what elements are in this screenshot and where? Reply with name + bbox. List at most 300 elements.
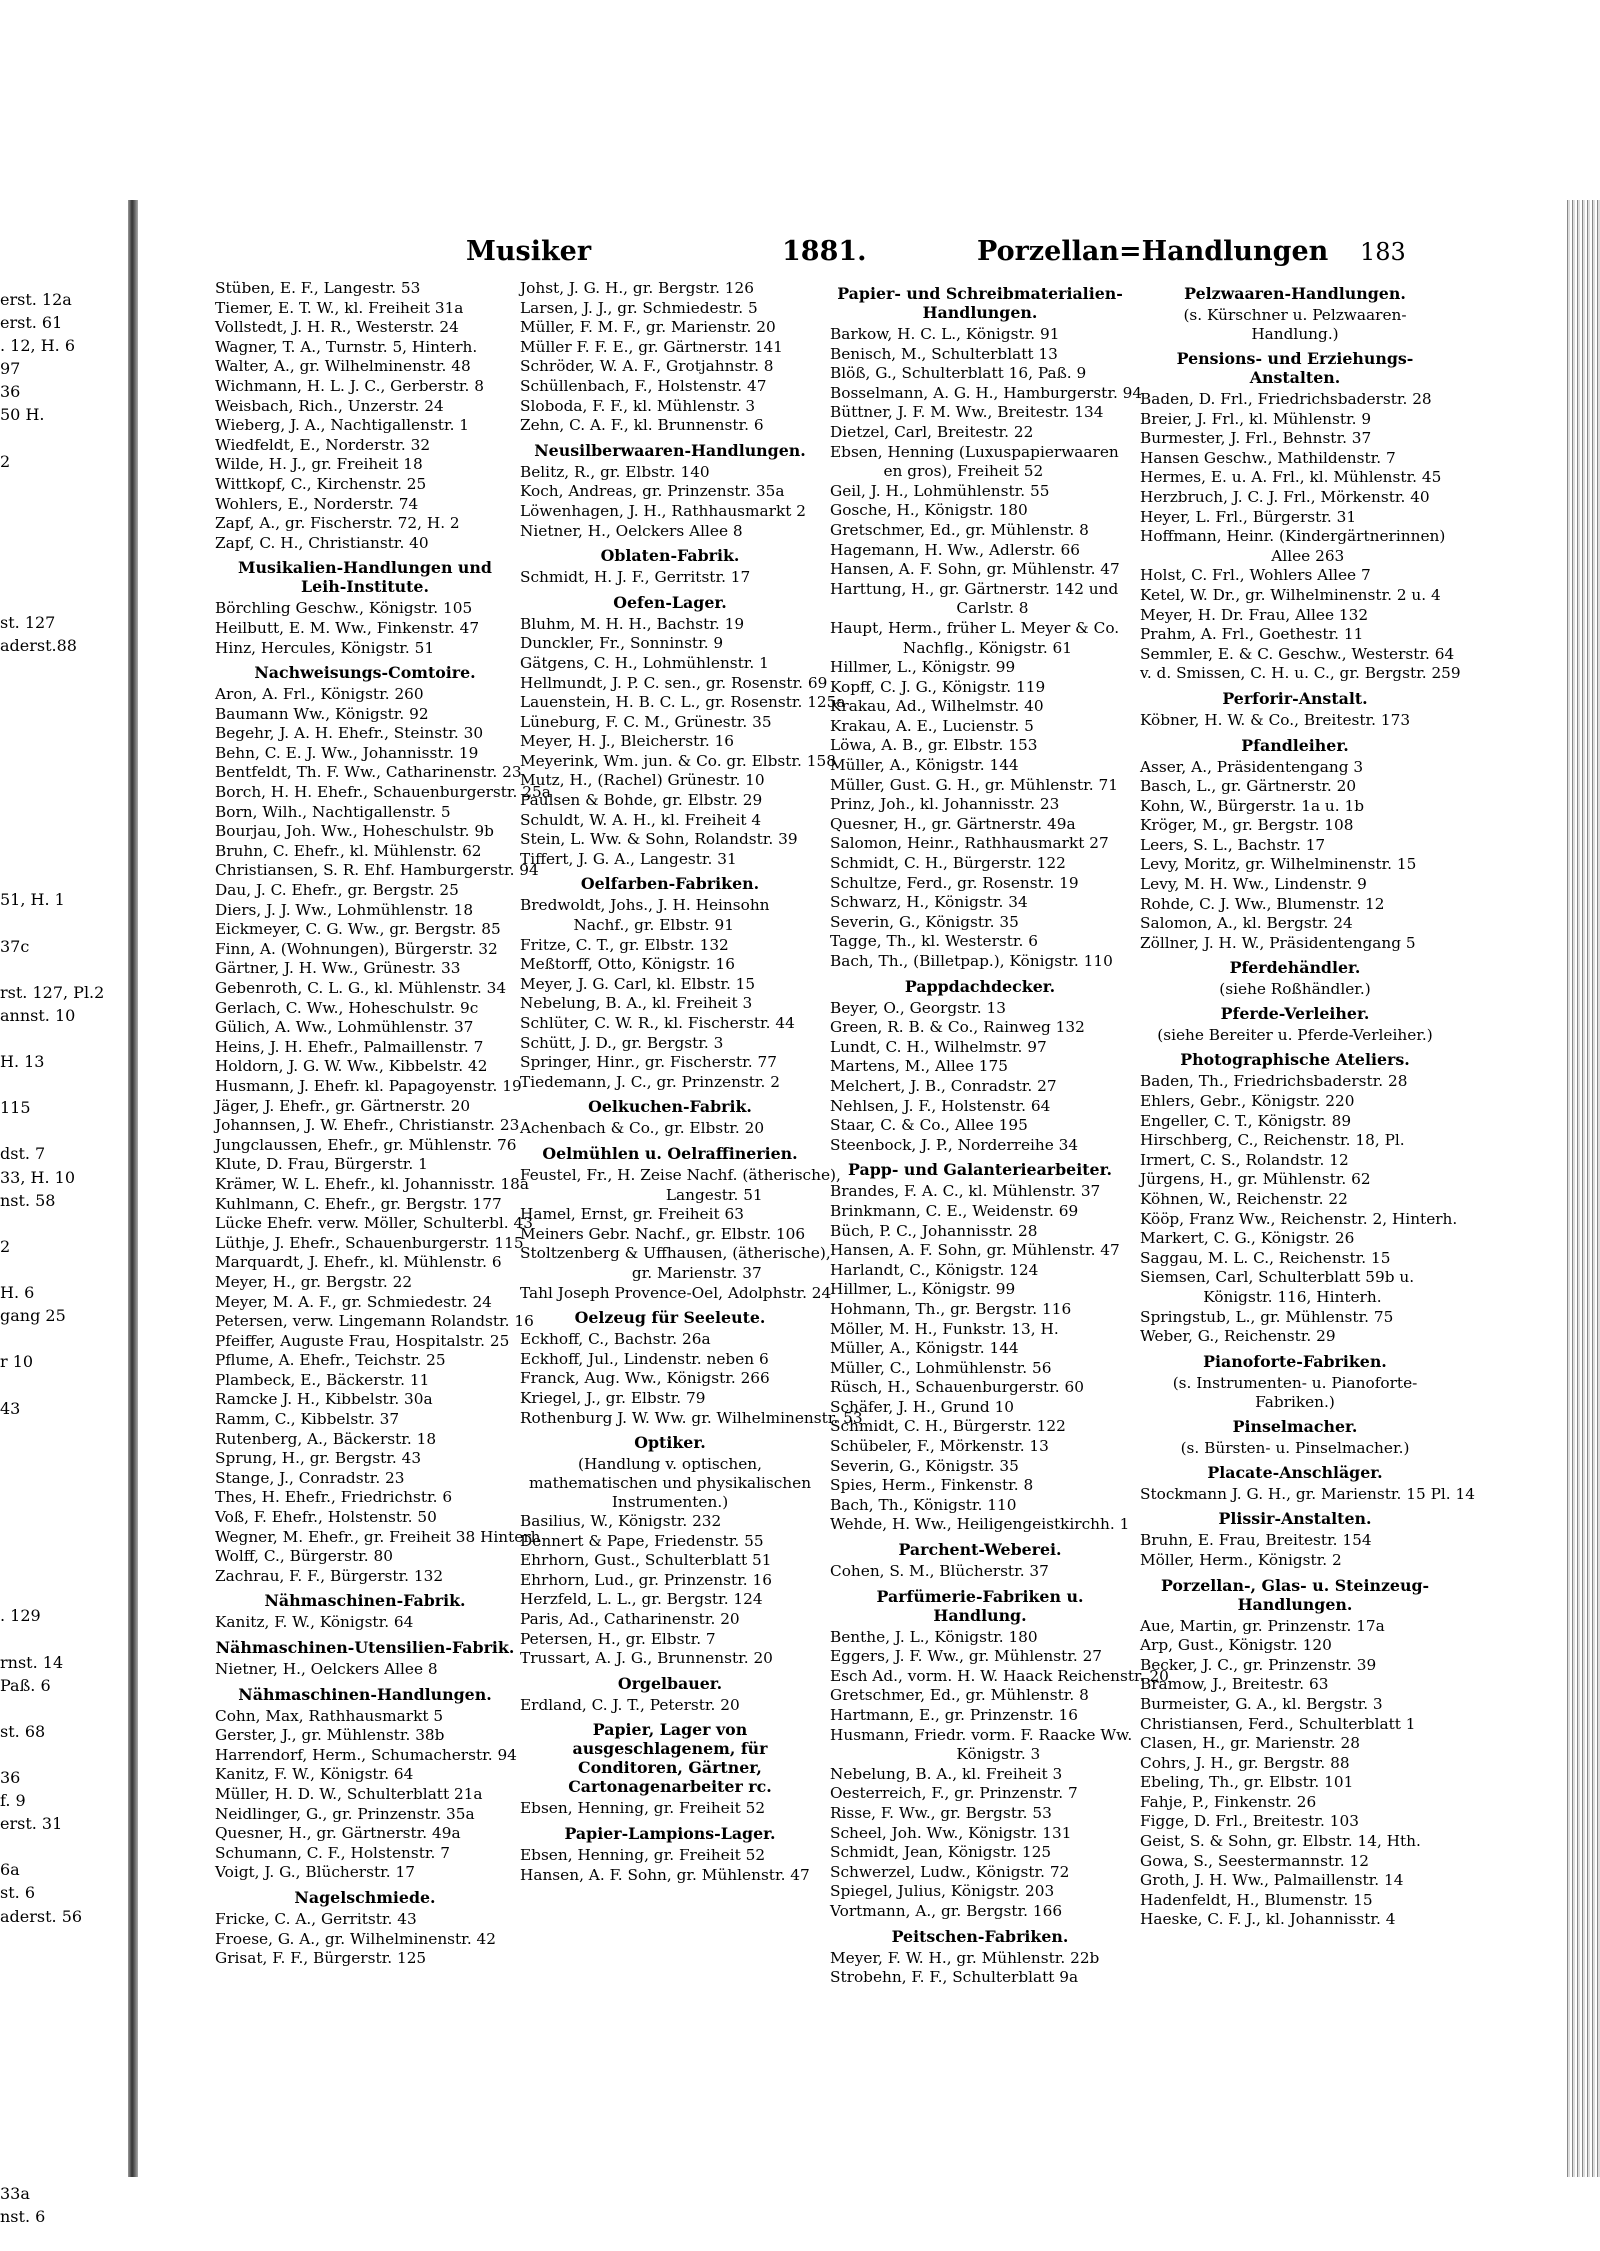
left-page-line bbox=[0, 681, 128, 704]
directory-entry: Meyer, H. J., Bleicherstr. 16 bbox=[520, 732, 735, 751]
directory-entry: Green, R. B. & Co., Rainweg 132 bbox=[830, 1018, 1085, 1037]
directory-entry: Springstub, L., gr. Mühlenstr. 75 bbox=[1140, 1307, 1394, 1326]
directory-entry: Hillmer, L., Königstr. 99 bbox=[830, 658, 1016, 677]
directory-entry: Nehlsen, J. F., Holstenstr. 64 bbox=[830, 1096, 1051, 1115]
directory-entry: Dennert & Pape, Friedenstr. 55 bbox=[520, 1531, 764, 1550]
left-page-line: st. 6 bbox=[0, 1883, 35, 1903]
left-page-line bbox=[0, 1697, 128, 1720]
directory-entry: Köbner, H. W. & Co., Breitestr. 173 bbox=[1140, 710, 1411, 729]
directory-entry: Dau, J. C. Ehefr., gr. Bergstr. 25 bbox=[215, 881, 459, 900]
directory-entry: Kanitz, F. W., Königstr. 64 bbox=[215, 1613, 414, 1632]
directory-entry: Gosche, H., Königstr. 180 bbox=[830, 501, 1028, 520]
directory-entry: Müller F. F. E., gr. Gärtnerstr. 141 bbox=[520, 337, 783, 356]
directory-entry: Meßtorff, Otto, Königstr. 16 bbox=[520, 955, 735, 974]
directory-entry: Wilde, H. J., gr. Freiheit 18 bbox=[215, 455, 423, 474]
directory-entry: Schmidt, C. H., Bürgerstr. 122 bbox=[830, 1417, 1066, 1436]
left-page-line bbox=[0, 1558, 128, 1581]
directory-entry: Diers, J. J. Ww., Lohmühlenstr. 18 bbox=[215, 900, 474, 919]
directory-entry: Geist, S. & Sohn, gr. Elbstr. 14, Hth. bbox=[1140, 1832, 1421, 1851]
section-heading: Pferde-Verleiher. bbox=[1220, 1004, 1370, 1024]
directory-entry: Müller, F. M. F., gr. Marienstr. 20 bbox=[520, 318, 776, 337]
left-page-line: st. 127 bbox=[0, 613, 56, 633]
directory-entry: Bentfeldt, Th. F. Ww., Catharinenstr. 23 bbox=[215, 763, 522, 782]
left-page-line: aderst. 56 bbox=[0, 1906, 83, 1926]
directory-entry: Langestr. 51 bbox=[520, 1185, 763, 1204]
directory-entry: Saggau, M. L. C., Reichenstr. 15 bbox=[1140, 1248, 1391, 1267]
directory-entry: Hillmer, L., Königstr. 99 bbox=[830, 1280, 1016, 1299]
left-page-line bbox=[0, 727, 128, 750]
section-heading: Optiker. bbox=[634, 1433, 706, 1453]
left-page-line bbox=[0, 1373, 128, 1396]
directory-entry: Cohen, S. M., Blücherstr. 37 bbox=[830, 1562, 1049, 1581]
directory-entry: Stockmann J. G. H., gr. Marienstr. 15 Pl. 14 bbox=[1140, 1484, 1475, 1503]
directory-entry: Burmeister, G. A., kl. Bergstr. 3 bbox=[1140, 1694, 1383, 1713]
directory-entry: Schwerzel, Ludw., Königstr. 72 bbox=[830, 1862, 1070, 1881]
directory-entry: en gros), Freiheit 52 bbox=[830, 462, 1044, 481]
section-heading: Oelmühlen u. Oelraffinerien. bbox=[542, 1143, 798, 1163]
left-page-line: nst. 6 bbox=[0, 2206, 46, 2226]
directory-entry: Wehde, H. Ww., Heiligengeistkirchh. 1 bbox=[830, 1515, 1130, 1534]
directory-entry: Cohn, Max, Rathhausmarkt 5 bbox=[215, 1706, 444, 1725]
directory-entry: Christiansen, Ferd., Schulterblatt 1 bbox=[1140, 1714, 1416, 1733]
directory-entry: Barkow, H. C. L., Königstr. 91 bbox=[830, 325, 1060, 343]
left-page-line bbox=[0, 1420, 128, 1443]
directory-entry: Schäfer, J. H., Grund 10 bbox=[830, 1397, 1015, 1416]
directory-entry: Wiedfeldt, E., Norderstr. 32 bbox=[215, 435, 431, 454]
directory-entry: Hansen, A. F. Sohn, gr. Mühlenstr. 47 bbox=[830, 560, 1120, 579]
directory-column-1 bbox=[215, 279, 551, 1969]
directory-entry: Wichmann, H. L. J. C., Gerberstr. 8 bbox=[215, 376, 485, 395]
directory-entry: Schwarz, H., Königstr. 34 bbox=[830, 893, 1028, 912]
directory-entry: Fritze, C. T., gr. Elbstr. 132 bbox=[520, 935, 729, 954]
directory-entry: Ehlers, Gebr., Königstr. 220 bbox=[1140, 1092, 1355, 1111]
directory-entry: Zachrau, F. F., Bürgerstr. 132 bbox=[215, 1566, 444, 1585]
directory-entry: Hagemann, H. Ww., Adlerstr. 66 bbox=[830, 540, 1080, 559]
directory-entry: v. d. Smissen, C. H. u. C., gr. Bergstr. 259 bbox=[1140, 664, 1461, 683]
left-page-line: aderst.88 bbox=[0, 636, 77, 656]
left-page-line bbox=[0, 1327, 128, 1350]
directory-entry: Bluhm, M. H. H., Bachstr. 19 bbox=[520, 614, 745, 633]
left-page-line bbox=[0, 1928, 128, 1951]
directory-entry: Löwenhagen, J. H., Rathhausmarkt 2 bbox=[520, 501, 806, 520]
directory-entry: Belitz, R., gr. Elbstr. 140 bbox=[520, 462, 710, 481]
directory-entry: Breier, J. Frl., kl. Mühlenstr. 9 bbox=[1140, 409, 1372, 428]
directory-entry: Müller, H. D. W., Schulterblatt 21a bbox=[215, 1784, 483, 1803]
directory-entry: Rohde, C. J. Ww., Blumenstr. 12 bbox=[1140, 894, 1385, 913]
left-page-line: rst. 127, Pl.2 bbox=[0, 982, 105, 1002]
book-gutter bbox=[128, 200, 138, 2177]
directory-entry: Benthe, J. L., Königstr. 180 bbox=[830, 1627, 1038, 1646]
directory-entry: Springer, Hinr., gr. Fischerstr. 77 bbox=[520, 1053, 777, 1072]
directory-entry: Scheel, Joh. Ww., Königstr. 131 bbox=[830, 1823, 1072, 1842]
left-page-line bbox=[0, 427, 128, 450]
left-page-line bbox=[0, 1997, 128, 2020]
directory-entry: Kopff, C. J. G., Königstr. 119 bbox=[830, 677, 1046, 696]
directory-entry: Koch, Andreas, gr. Prinzenstr. 35a bbox=[520, 482, 785, 501]
directory-entry: Holst, C. Frl., Wohlers Allee 7 bbox=[1140, 566, 1371, 585]
left-page-line: rnst. 14 bbox=[0, 1652, 64, 1672]
directory-entry: Sprung, H., gr. Bergstr. 43 bbox=[215, 1449, 422, 1468]
directory-entry: Bach, Th., (Billetpap.), Königstr. 110 bbox=[830, 952, 1113, 970]
directory-entry: Meyerink, Wm. jun. & Co. gr. Elbstr. 158 bbox=[520, 751, 836, 770]
directory-entry: Ramm, C., Kibbelstr. 37 bbox=[215, 1410, 400, 1429]
header-year: 1881. bbox=[782, 236, 867, 267]
left-page-line bbox=[0, 842, 128, 865]
directory-entry: Steenbock, J. P., Norderreihe 34 bbox=[830, 1135, 1079, 1154]
directory-entry: Nachf., gr. Elbstr. 91 bbox=[520, 916, 734, 935]
directory-entry: Erdland, C. J. T., Peterstr. 20 bbox=[520, 1695, 740, 1714]
left-page-line bbox=[0, 1073, 128, 1096]
section-note: (s. Bürsten- u. Pinselmacher.) bbox=[1180, 1438, 1410, 1457]
directory-entry: Spiegel, Julius, Königstr. 203 bbox=[830, 1882, 1055, 1901]
left-page-line bbox=[0, 2112, 128, 2135]
directory-entry: Meyer, J. G. Carl, kl. Elbstr. 15 bbox=[520, 974, 756, 993]
left-page-line bbox=[0, 1258, 128, 1281]
directory-entry: Prahm, A. Frl., Goethestr. 11 bbox=[1140, 625, 1364, 644]
directory-entry: Feustel, Fr., H. Zeise Nachf. (ätherische), bbox=[520, 1165, 841, 1184]
directory-entry: Lüthje, J. Ehefr., Schauenburgerstr. 115 bbox=[215, 1233, 524, 1252]
left-page-line bbox=[0, 796, 128, 819]
directory-entry: Hadenfeldt, H., Blumenstr. 15 bbox=[1140, 1890, 1373, 1909]
directory-entry: Schmidt, C. H., Bürgerstr. 122 bbox=[830, 854, 1066, 873]
directory-entry: Paris, Ad., Catharinenstr. 20 bbox=[520, 1610, 740, 1629]
directory-entry: Quesner, H., gr. Gärtnerstr. 49a bbox=[830, 814, 1076, 833]
directory-entry: Hamel, Ernst, gr. Freiheit 63 bbox=[520, 1205, 744, 1224]
left-page-line: erst. 61 bbox=[0, 313, 63, 333]
directory-entry: Kriegel, J., gr. Elbstr. 79 bbox=[520, 1388, 706, 1407]
directory-entry: Wohlers, E., Norderstr. 74 bbox=[215, 494, 419, 513]
directory-entry: Bredwoldt, Johs., J. H. Heinsohn bbox=[520, 896, 770, 915]
section-heading: Musikalien-Handlungen und Leih-Institute. bbox=[238, 558, 492, 597]
directory-entry: Staar, C. & Co., Allee 195 bbox=[830, 1116, 1028, 1135]
directory-entry: Müller, A., Königstr. 144 bbox=[830, 756, 1019, 775]
left-page-text-fragments bbox=[0, 288, 128, 2251]
directory-entry: Begehr, J. A. H. Ehefr., Steinstr. 30 bbox=[215, 724, 484, 743]
directory-entry: Markert, C. G., Königstr. 26 bbox=[1140, 1229, 1355, 1248]
directory-entry: Heilbutt, E. M. Ww., Finkenstr. 47 bbox=[215, 618, 480, 637]
directory-entry: Bach, Th., Königstr. 110 bbox=[830, 1495, 1017, 1514]
directory-entry: Paulsen & Bohde, gr. Elbstr. 29 bbox=[520, 791, 763, 810]
directory-entry: Schlüter, C. W. R., kl. Fischerstr. 44 bbox=[520, 1014, 795, 1032]
directory-entry: Kröger, M., gr. Bergstr. 108 bbox=[1140, 816, 1354, 835]
directory-entry: Brinkmann, C. E., Weidenstr. 69 bbox=[830, 1201, 1079, 1220]
directory-entry: Arp, Gust., Königstr. 120 bbox=[1140, 1636, 1332, 1655]
section-note: (s. Instrumenten- u. Pianoforte-Fabriken.) bbox=[1172, 1373, 1418, 1411]
directory-entry: Burmester, J. Frl., Behnstr. 37 bbox=[1140, 429, 1372, 448]
section-heading: Nagelschmiede. bbox=[294, 1887, 436, 1907]
left-page-line bbox=[0, 473, 128, 496]
directory-entry: Hartmann, E., gr. Prinzenstr. 16 bbox=[830, 1706, 1079, 1724]
left-page-line bbox=[0, 1743, 128, 1766]
directory-entry: Wittkopf, C., Kirchenstr. 25 bbox=[215, 474, 427, 493]
section-heading: Neusilberwaaren-Handlungen. bbox=[534, 440, 806, 460]
directory-entry: Basilius, W., Königstr. 232 bbox=[520, 1512, 722, 1531]
directory-entry: Meiners Gebr. Nachf., gr. Elbstr. 106 bbox=[520, 1224, 806, 1243]
directory-entry: Nachflg., Königstr. 61 bbox=[830, 638, 1073, 657]
directory-entry: Herzfeld, L. L., gr. Bergstr. 124 bbox=[520, 1590, 763, 1609]
directory-entry: Groth, J. H. Ww., Palmaillenstr. 14 bbox=[1140, 1871, 1404, 1890]
directory-entry: Heins, J. H. Ehefr., Palmaillenstr. 7 bbox=[215, 1037, 484, 1056]
directory-entry: Lundt, C. H., Wilhelmstr. 97 bbox=[830, 1037, 1047, 1056]
left-page-line: 115 bbox=[0, 1098, 31, 1118]
directory-entry: Wieberg, J. A., Nachtigallenstr. 1 bbox=[215, 416, 470, 435]
directory-entry: Herzbruch, J. C. J. Frl., Mörkenstr. 40 bbox=[1140, 487, 1430, 506]
section-heading: Pensions- und Erziehungs-Anstalten. bbox=[1176, 349, 1414, 387]
left-page-line: H. 6 bbox=[0, 1283, 35, 1303]
directory-entry: Becker, J. C., gr. Prinzenstr. 39 bbox=[1140, 1655, 1377, 1674]
directory-entry: Rothenburg J. W. Ww. gr. Wilhelminenstr. 53 bbox=[520, 1408, 863, 1427]
left-page-line bbox=[0, 1835, 128, 1858]
directory-entry: Wegner, M. Ehefr., gr. Freiheit 38 Hinterh bbox=[215, 1527, 541, 1546]
directory-entry: Figge, D. Frl., Breitestr. 103 bbox=[1140, 1812, 1359, 1831]
directory-entry: Ebsen, Henning, gr. Freiheit 52 bbox=[520, 1846, 766, 1865]
directory-entry: Kööp, Franz Ww., Reichenstr. 2, Hinterh. bbox=[1140, 1209, 1458, 1228]
directory-entry: Leers, S. L., Bachstr. 17 bbox=[1140, 835, 1326, 854]
header-left-title: Musiker bbox=[466, 236, 592, 267]
directory-column-4 bbox=[1140, 279, 1475, 1930]
directory-entry: Dunckler, Fr., Sonninstr. 9 bbox=[520, 634, 724, 653]
directory-entry: Voigt, J. G., Blücherstr. 17 bbox=[215, 1863, 415, 1882]
directory-entry: Hoffmann, Heinr. (Kindergärtnerinnen) bbox=[1140, 527, 1446, 546]
directory-entry: Stoltzenberg & Uffhausen, (ätherische), bbox=[520, 1244, 831, 1263]
directory-entry: Zöllner, J. H. W., Präsidentengang 5 bbox=[1140, 933, 1416, 952]
directory-entry: Finn, A. (Wohnungen), Bürgerstr. 32 bbox=[215, 939, 498, 958]
left-page-fragment bbox=[0, 0, 128, 2226]
directory-entry: Voß, F. Ehefr., Holstenstr. 50 bbox=[215, 1508, 437, 1527]
left-page-line bbox=[0, 2228, 128, 2251]
directory-entry: Nebelung, B. A., kl. Freiheit 3 bbox=[520, 994, 753, 1013]
directory-entry: Köhnen, W., Reichenstr. 22 bbox=[1140, 1190, 1348, 1208]
directory-entry: Johannsen, J. W. Ehefr., Christianstr. 23 bbox=[215, 1116, 520, 1135]
directory-entry: Aue, Martin, gr. Prinzenstr. 17a bbox=[1140, 1616, 1385, 1635]
section-heading: Oelzeug für Seeleute. bbox=[574, 1308, 766, 1328]
left-page-line: nst. 58 bbox=[0, 1190, 56, 1210]
left-page-line bbox=[0, 588, 128, 611]
directory-entry: Born, Wilh., Nachtigallenstr. 5 bbox=[215, 802, 451, 821]
directory-entry: Heyer, L. Frl., Bürgerstr. 31 bbox=[1140, 507, 1357, 526]
directory-entry: Stange, J., Conradstr. 23 bbox=[215, 1468, 405, 1487]
left-page-line bbox=[0, 658, 128, 681]
directory-entry: Tiffert, J. G. A., Langestr. 31 bbox=[520, 849, 737, 868]
left-page-line bbox=[0, 1512, 128, 1535]
directory-entry: Lücke Ehefr. verw. Möller, Schulterbl. 43 bbox=[215, 1214, 533, 1233]
left-page-line bbox=[0, 2066, 128, 2089]
left-page-line: . 12, H. 6 bbox=[0, 336, 76, 356]
directory-entry: Beyer, O., Georgstr. 13 bbox=[830, 998, 1006, 1017]
directory-entry: Fricke, C. A., Gerritstr. 43 bbox=[215, 1909, 417, 1928]
section-heading: Nachweisungs-Comtoire. bbox=[254, 663, 476, 683]
directory-entry: Lauenstein, H. B. C. L., gr. Rosenstr. 125a bbox=[520, 693, 846, 712]
directory-entry: Oesterreich, F., gr. Prinzenstr. 7 bbox=[830, 1784, 1078, 1803]
left-page-line: r 10 bbox=[0, 1352, 34, 1372]
section-heading: Pinselmacher. bbox=[1232, 1416, 1358, 1436]
directory-entry: Harrendorf, Herm., Schumacherstr. 94 bbox=[215, 1745, 517, 1764]
directory-entry: Meyer, H. Dr. Frau, Allee 132 bbox=[1140, 605, 1369, 624]
directory-entry: Haeske, C. F. J., kl. Johannisstr. 4 bbox=[1140, 1910, 1396, 1929]
left-page-line bbox=[0, 542, 128, 565]
directory-entry: Rutenberg, A., Bäckerstr. 18 bbox=[215, 1429, 437, 1448]
directory-entry: Ramcke J. H., Kibbelstr. 30a bbox=[215, 1390, 433, 1409]
left-page-line bbox=[0, 1443, 128, 1466]
directory-entry: Eckhoff, C., Bachstr. 26a bbox=[520, 1330, 711, 1349]
directory-entry: Zapf, A., gr. Fischerstr. 72, H. 2 bbox=[215, 514, 460, 533]
left-page-line: erst. 31 bbox=[0, 1814, 63, 1834]
directory-entry: Hansen, A. F. Sohn, gr. Mühlenstr. 47 bbox=[830, 1241, 1120, 1260]
directory-entry: Spies, Herm., Finkenstr. 8 bbox=[830, 1476, 1034, 1495]
left-page-line: 97 bbox=[0, 359, 21, 379]
left-page-line bbox=[0, 565, 128, 588]
directory-entry: Bruhn, C. Ehefr., kl. Mühlenstr. 62 bbox=[215, 841, 482, 860]
directory-entry: Schmidt, Jean, Königstr. 125 bbox=[830, 1843, 1052, 1862]
directory-entry: Salomon, Heinr., Rathhausmarkt 27 bbox=[830, 834, 1109, 853]
left-page-line bbox=[0, 704, 128, 727]
section-heading: Oefen-Lager. bbox=[613, 592, 727, 612]
left-page-line bbox=[0, 773, 128, 796]
directory-entry: Bourjau, Joh. Ww., Hoheschulstr. 9b bbox=[215, 822, 494, 841]
directory-entry: Behn, C. E. J. Ww., Johannisstr. 19 bbox=[215, 743, 479, 762]
left-page-line: gang 25 bbox=[0, 1306, 66, 1326]
left-page-line: 51, H. 1 bbox=[0, 890, 65, 910]
directory-entry: Königstr. 116, Hinterh. bbox=[1140, 1287, 1382, 1306]
directory-entry: Neidlinger, G., gr. Prinzenstr. 35a bbox=[215, 1804, 475, 1823]
directory-entry: Cohrs, J. H., gr. Bergstr. 88 bbox=[1140, 1753, 1350, 1772]
directory-entry: Gülich, A. Ww., Lohmühlenstr. 37 bbox=[215, 1018, 474, 1037]
directory-entry: Stein, L. Ww. & Sohn, Rolandstr. 39 bbox=[520, 830, 798, 849]
directory-entry: Baumann Ww., Königstr. 92 bbox=[215, 704, 429, 723]
directory-entry: Asser, A., Präsidentengang 3 bbox=[1140, 757, 1364, 776]
directory-entry: Hansen Geschw., Mathildenstr. 7 bbox=[1140, 448, 1396, 467]
directory-entry: Zehn, C. A. F., kl. Brunnenstr. 6 bbox=[520, 416, 764, 435]
directory-entry: Möller, M. H., Funkstr. 13, H. bbox=[830, 1319, 1059, 1338]
left-page-line bbox=[0, 1627, 128, 1650]
directory-entry: Kuhlmann, C. Ehefr., gr. Bergstr. 177 bbox=[215, 1194, 502, 1213]
directory-entry: Brandes, F. A. C., kl. Mühlenstr. 37 bbox=[830, 1182, 1101, 1201]
directory-entry: Hermes, E. u. A. Frl., kl. Mühlenstr. 45 bbox=[1140, 468, 1442, 487]
left-page-line: 6a bbox=[0, 1860, 20, 1880]
section-heading: Nähmaschinen-Handlungen. bbox=[238, 1684, 492, 1704]
directory-entry: Löwa, A. B., gr. Elbstr. 153 bbox=[830, 736, 1038, 755]
directory-entry: Gätgens, C. H., Lohmühlenstr. 1 bbox=[520, 653, 769, 672]
directory-entry: Gretschmer, Ed., gr. Mühlenstr. 8 bbox=[830, 1686, 1089, 1705]
directory-entry: Aron, A. Frl., Königstr. 260 bbox=[215, 685, 424, 704]
left-page-line: 36 bbox=[0, 382, 21, 402]
directory-entry: Börchling Geschw., Königstr. 105 bbox=[215, 599, 473, 618]
directory-entry: Jäger, J. Ehefr., gr. Gärtnerstr. 20 bbox=[215, 1096, 471, 1115]
directory-entry: Büch, P. C., Johannisstr. 28 bbox=[830, 1221, 1038, 1240]
directory-entry: Müller, A., Königstr. 144 bbox=[830, 1339, 1019, 1358]
left-page-line bbox=[0, 912, 128, 935]
directory-entry: Christiansen, S. R. Ehf. Hamburgerstr. 94 bbox=[215, 861, 539, 880]
directory-entry: Tahl Joseph Provence-Oel, Adolphstr. 24 bbox=[520, 1283, 832, 1302]
directory-entry: Gerster, J., gr. Mühlenstr. 38b bbox=[215, 1726, 445, 1745]
left-page-line: 33, H. 10 bbox=[0, 1167, 76, 1187]
left-page-line: st. 68 bbox=[0, 1721, 46, 1741]
directory-entry: Vortmann, A., gr. Bergstr. 166 bbox=[830, 1901, 1063, 1920]
directory-entry: gr. Marienstr. 37 bbox=[520, 1263, 762, 1282]
directory-entry: Wolff, C., Bürgerstr. 80 bbox=[215, 1547, 393, 1566]
directory-entry: Müller, Gust. G. H., gr. Mühlenstr. 71 bbox=[830, 775, 1118, 794]
directory-entry: Quesner, H., gr. Gärtnerstr. 49a bbox=[215, 1824, 461, 1843]
left-page-line bbox=[0, 750, 128, 773]
directory-entry: Grisat, F. F., Bürgerstr. 125 bbox=[215, 1949, 427, 1968]
directory-entry: Möller, Herm., Königstr. 2 bbox=[1140, 1550, 1342, 1569]
section-heading: Nähmaschinen-Utensilien-Fabrik. bbox=[215, 1638, 515, 1657]
directory-entry: Schübeler, F., Mörkenstr. 13 bbox=[830, 1437, 1049, 1456]
directory-entry: Dietzel, Carl, Breitestr. 22 bbox=[830, 422, 1034, 441]
section-heading: Nähmaschinen-Fabrik. bbox=[264, 1591, 466, 1611]
directory-entry: Jungclaussen, Ehefr., gr. Mühlenstr. 76 bbox=[215, 1135, 517, 1154]
left-page-line bbox=[0, 496, 128, 519]
directory-entry: Schumann, C. F., Holstenstr. 7 bbox=[215, 1843, 450, 1862]
left-page-line bbox=[0, 819, 128, 842]
section-heading: Orgelbauer. bbox=[617, 1673, 723, 1693]
directory-entry: Lüneburg, F. C. M., Grünestr. 35 bbox=[520, 712, 772, 731]
directory-entry: Ehrhorn, Lud., gr. Prinzenstr. 16 bbox=[520, 1570, 772, 1589]
directory-entry: Husmann, Friedr. vorm. F. Raacke Ww. bbox=[830, 1725, 1133, 1744]
directory-entry: Schmidt, H. J. F., Gerritstr. 17 bbox=[520, 568, 751, 587]
section-heading: Perforir-Anstalt. bbox=[1222, 688, 1368, 708]
directory-entry: Bruhn, E. Frau, Breitestr. 154 bbox=[1140, 1531, 1372, 1550]
directory-entry: Siemsen, Carl, Schulterblatt 59b u. bbox=[1140, 1268, 1415, 1287]
section-heading: Papp- und Galanteriearbeiter. bbox=[848, 1160, 1112, 1180]
section-heading: Parchent-Weberei. bbox=[898, 1540, 1062, 1560]
directory-entry: Fahje, P., Finkenstr. 26 bbox=[1140, 1792, 1317, 1811]
directory-entry: Plambeck, E., Bäckerstr. 11 bbox=[215, 1370, 430, 1389]
section-heading: Parfümerie-Fabriken u. Handlung. bbox=[876, 1586, 1084, 1625]
directory-entry: Krakau, A. E., Lucienstr. 5 bbox=[830, 716, 1034, 735]
directory-entry: Vollstedt, J. H. R., Westerstr. 24 bbox=[215, 318, 459, 337]
left-page-line: . 129 bbox=[0, 1606, 41, 1626]
directory-entry: Blöß, G., Schulterblatt 16, Paß. 9 bbox=[830, 364, 1087, 383]
directory-column-3 bbox=[830, 279, 1169, 1988]
left-page-line: 43 bbox=[0, 1398, 21, 1418]
directory-entry: Eggers, J. F. Ww., gr. Mühlenstr. 27 bbox=[830, 1647, 1103, 1666]
section-note: (siehe Bereiter u. Pferde-Verleiher.) bbox=[1157, 1026, 1433, 1045]
left-page-line: erst. 12a bbox=[0, 290, 72, 309]
left-page-line: 2 bbox=[0, 1236, 11, 1256]
directory-entry: Müller, C., Lohmühlenstr. 56 bbox=[830, 1358, 1052, 1377]
section-heading: Papier-Lampions-Lager. bbox=[564, 1824, 776, 1844]
left-page-line bbox=[0, 1466, 128, 1489]
left-page-line bbox=[0, 2020, 128, 2043]
section-heading: Pappdachdecker. bbox=[904, 976, 1056, 996]
section-heading: Oblaten-Fabrik. bbox=[600, 546, 740, 566]
directory-entry: Husmann, J. Ehefr. kl. Papagoyenstr. 19 bbox=[215, 1076, 522, 1095]
directory-entry: Zapf, C. H., Christianstr. 40 bbox=[215, 533, 429, 552]
left-page-line: 37c bbox=[0, 936, 30, 956]
directory-entry: Mutz, H., (Rachel) Grünestr. 10 bbox=[520, 771, 765, 790]
directory-entry: Krämer, W. L. Ehefr., kl. Johannisstr. 18a bbox=[215, 1174, 529, 1193]
directory-entry: Risse, F. Ww., gr. Bergstr. 53 bbox=[830, 1803, 1052, 1822]
left-page-line bbox=[0, 2089, 128, 2112]
directory-entry: Schuldt, W. A. H., kl. Freiheit 4 bbox=[520, 810, 762, 829]
directory-entry: Petersen, verw. Lingemann Rolandstr. 16 bbox=[215, 1312, 534, 1331]
directory-entry: Larsen, J. J., gr. Schmiedestr. 5 bbox=[520, 298, 758, 317]
directory-entry: Meyer, H., gr. Bergstr. 22 bbox=[215, 1272, 413, 1291]
directory-entry: Harttung, H., gr. Gärtnerstr. 142 und bbox=[830, 579, 1119, 598]
section-heading: Plissir-Anstalten. bbox=[1218, 1509, 1372, 1529]
directory-entry: Tiemer, E. T. W., kl. Freiheit 31a bbox=[215, 298, 464, 317]
directory-entry: Hellmundt, J. P. C. sen., gr. Rosenstr. 69 bbox=[520, 673, 828, 692]
directory-entry: Ebsen, Henning (Luxuspapierwaaren bbox=[830, 442, 1119, 461]
directory-entry: Marquardt, J. Ehefr., kl. Mühlenstr. 6 bbox=[215, 1253, 502, 1272]
directory-entry: Eckhoff, Jul., Lindenstr. neben 6 bbox=[520, 1349, 769, 1368]
directory-entry: Meyer, M. A. F., gr. Schmiedestr. 24 bbox=[215, 1292, 492, 1311]
left-page-line bbox=[0, 1489, 128, 1512]
directory-entry: Engeller, C. T., Königstr. 89 bbox=[1140, 1111, 1352, 1130]
directory-entry: Weber, G., Reichenstr. 29 bbox=[1140, 1327, 1336, 1346]
directory-entry: Semmler, E. & C. Geschw., Westerstr. 64 bbox=[1140, 644, 1455, 663]
